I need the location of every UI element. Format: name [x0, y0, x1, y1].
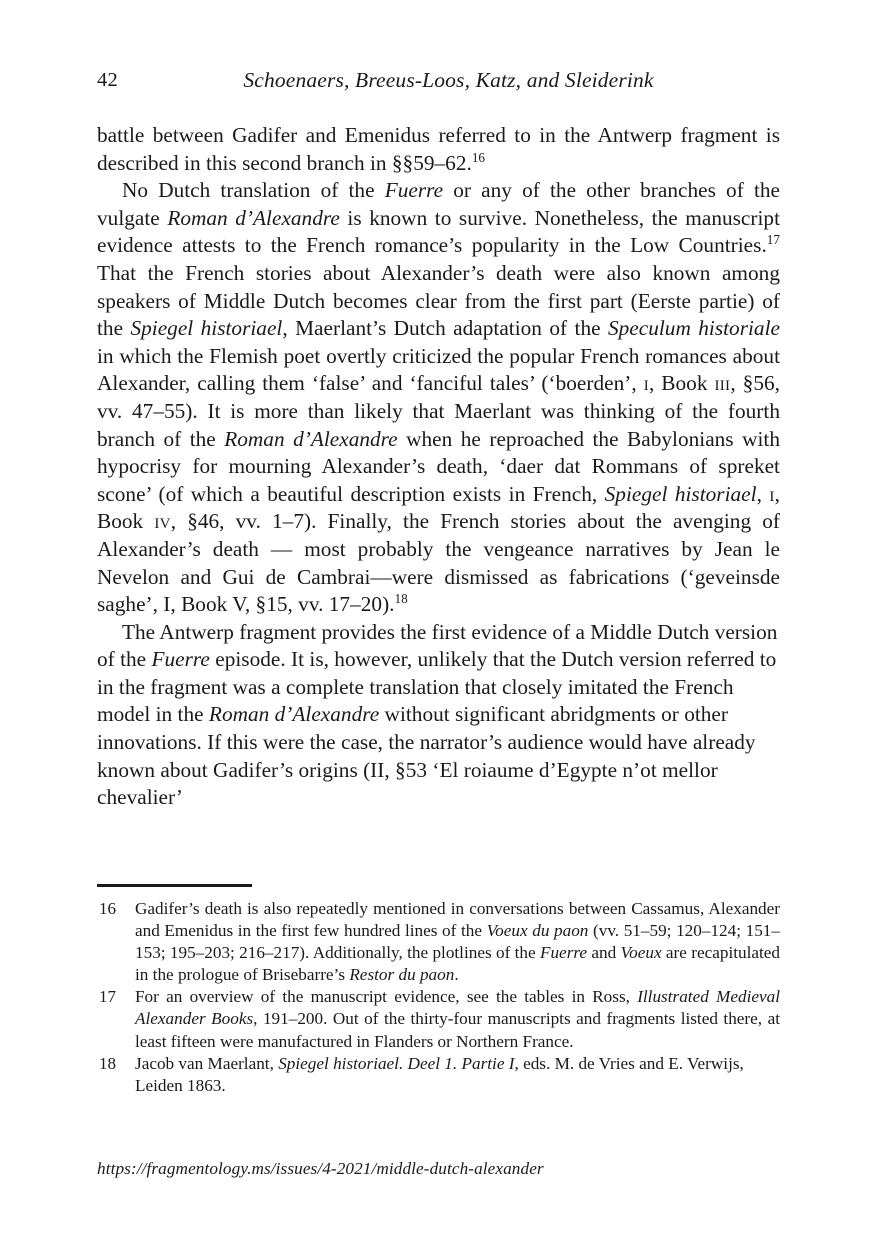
footnote-number: 18: [99, 1053, 116, 1073]
body-text-column: [97, 122, 780, 812]
para-no-dutch-translation: No Dutch translation of the Fuerre or any of the other branches of the vulgate Roman d’Alexandre is known to survive. Nonetheless, the manuscript evidence attests to the French romance’s popularity in the Low Countries.$^{17}$ That the French stories about Alexander’s death were also known among speakers of Middle Dutch becomes clear from the first part (Eerste partie) of the Spiegel historiael, Maerlant’s Dutch adaptation of the Speculum historiale in which the Flemish poet overtly criticized the popular French romances about Alexander, calling them ‘false’ and ‘fanciful tales’ (‘boerden’, i, Book iii, §56, vv. 47–55). It is more than likely that Maerlant was thinking of the fourth branch of the Roman d’Alexandre when he reproached the Babylonians with hypocrisy for mourning Alexander’s death, ‘daer dat Rommans of spreket scone’ (of which a beautiful description exists in French, Spiegel historiael, i, Book iv, §46, vv. 1–7). Finally, the French stories about the avenging of Alexander’s death — most probably the vengeance narratives by Jean le Nevelon and Gui de Cambrai—were dismissed as fabrications (‘geveinsde saghe’, I, Book V, §15, vv. 17–20).$^{18}$: [97, 178, 781, 617]
footnote-text: Gadifer’s death is also repeatedly mentioned in conversations between Cassamus, Alexander and Emenidus in the first few hundred lines of the Voeux du paon (vv. 51–59; 120–124; 151–153; 195–203; 216–217). Additionally, the plotlines of the Fuerre and Voeux are recapitulated in the prologue of Brisebarre’s Restor du paon.: [135, 899, 780, 985]
footnotes-section: [97, 898, 780, 1097]
footnote-17: [97, 986, 780, 1052]
footnote-number: 16: [99, 899, 116, 918]
footnote-16: [97, 898, 780, 986]
footer-url[interactable]: https://fragmentology.ms/issues/4-2021/middle-dutch-alexander: [97, 1159, 544, 1178]
para-continued: battle between Gadifer and Emenidus referred to in the Antwerp fragment is described in this second branch in §§59–62.16: [97, 123, 780, 175]
para-antwerp-fragment: The Antwerp fragment provides the first evidence of a Middle Dutch version of the Fuerre episode. It is, however, unlikely that the Dutch version referred to in the fragment was a complete translation that closely imitated the French model in the Roman d’Alexandre without significant abridgments or other innovations. If this were the case, the narrator’s audience would have already known about Gadifer’s origins (II, §53 ‘El roiaume d’Egypte n’ot mellor chevalier’: [97, 619, 778, 810]
footnote-separator-rule: [97, 884, 252, 887]
footnote-text: For an overview of the manuscript evidence, see the tables in Ross, Illustrated Medieval Alexander Books, 191–200. Out of the thirty-four manuscripts and fragments listed there, at least fifteen were manufactured in Flanders or Northern France.: [135, 987, 780, 1051]
footnote-18: [97, 1053, 780, 1097]
footnote-number: 17: [99, 987, 116, 1007]
running-head: [97, 66, 778, 96]
page-number: 42: [97, 69, 118, 91]
footnote-text: Jacob van Maerlant, Spiegel historiael. Deel 1. Partie I, eds. M. de Vries and E. Verwijs, Leiden 1863.: [135, 1053, 744, 1095]
running-head-title: Schoenaers, Breeus-Loos, Katz, and Sleiderink: [243, 68, 654, 92]
